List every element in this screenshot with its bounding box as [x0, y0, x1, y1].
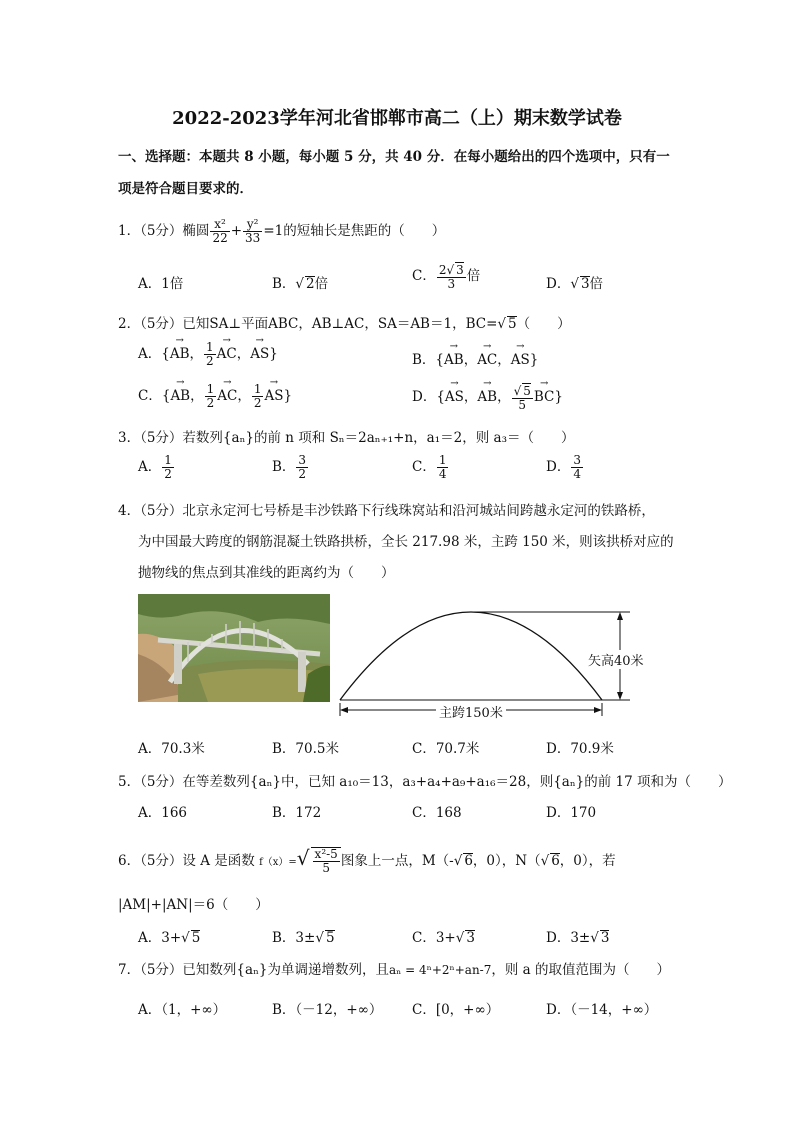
q6-option-b: B．3±√ 5: [272, 930, 335, 946]
question-7-stem: 7．（5分）已知数列{aₙ}为单调递增数列，且aₙ = 4ⁿ+2ⁿ+an-7，则 a 的取值范围为（ ）: [118, 962, 671, 978]
question-2-stem: 2．（5分）已知SA⊥平面ABC，AB⊥AC，SA＝AB＝1，BC=√ 5（ ）: [118, 316, 571, 332]
q3-option-a: A． $\frac{1}{2}$: [138, 453, 172, 481]
height-arrow-bottom: [617, 692, 623, 700]
q7-option-d: D．（－14，+∞）: [546, 1002, 658, 1018]
q1-option-d: D．√ 3倍: [546, 276, 604, 292]
question-3-stem: 3．（5分）若数列{aₙ}的前 n 项和 Sₙ＝2aₙ₊₁+n，a₁＝2，则 a₃＝（ ）: [118, 430, 575, 446]
q2-option-d: D．{→ AS，→ AB， $\frac{√ 5}{5}$ → BC}: [412, 383, 563, 412]
q5-option-a: A．166: [138, 805, 188, 821]
question-5-stem: 5．（5分）在等差数列{aₙ}中，已知 a₁₀＝13，a₃+a₄+a₉+a₁₆＝28，则{aₙ}的前 17 项和为（ ）: [118, 774, 732, 790]
q5-option-b: B．172: [272, 805, 322, 821]
question-6-stem: 6．（5分）设 A 是函数 f（x）=√ $\frac{\text{x²-5}}{5}$ 图象上一点，M（-√ 6，0），N（√ 6，0），若: [118, 846, 616, 875]
q4-option-a: A．70.3米: [138, 741, 205, 757]
q3-option-c: C． $\frac{1}{4}$: [412, 453, 447, 481]
q6-option-d: D．3±√ 3: [546, 930, 610, 946]
q2-option-a: A．{→ AB， $\frac{1}{2}$ → AC，→ AS}: [138, 341, 278, 368]
page-title: 2022-2023学年河北省邯郸市高二（上）期末数学试卷: [172, 108, 622, 129]
label-main-span: 主跨150米: [436, 702, 506, 721]
q3-option-d: D． $\frac{3}{4}$: [546, 453, 581, 481]
q7-option-a: A．（1，+∞）: [138, 1002, 227, 1018]
q1-fraction-y: $\frac{\text{y²}}{33}$: [245, 217, 261, 245]
q5-option-d: D．170: [546, 805, 597, 821]
q1-fraction-x: $\frac{\text{x²}}{22}$: [212, 217, 228, 245]
q1-option-b: B．√ 2倍: [272, 276, 329, 292]
parabola-curve: [340, 612, 602, 700]
span-arrow-left: [340, 707, 348, 713]
label-arch-height: 矢高40米: [588, 650, 644, 669]
q2-option-c: C．{→ AB， $\frac{1}{2}$ → AC， $\frac{1}{2}$ → AS}: [138, 383, 292, 410]
bridge-photo: [138, 594, 330, 702]
question-4-line3: 抛物线的焦点到其准线的距离约为（ ）: [138, 565, 395, 581]
q6-option-a: A．3+√ 5: [138, 930, 201, 946]
section-heading-line1: 一、选择题：本题共 8 小题，每小题 5 分，共 40 分．在每小题给出的四个选项中，只有一: [118, 149, 670, 165]
q6-option-c: C．3+√ 3: [412, 930, 475, 946]
q1-option-c: C． $\frac{2√ 3}{3}$ 倍: [412, 263, 481, 291]
question-4-line1: 4．（5分）北京永定河七号桥是丰沙铁路下行线珠窝站和沿河城站间跨越永定河的铁路桥，: [118, 503, 655, 519]
question-4-line2: 为中国最大跨度的钢筋混凝土铁路拱桥，全长 217.98 米，主跨 150 米，则该拱桥对应的: [138, 534, 674, 550]
span-arrow-right: [594, 707, 602, 713]
q5-option-c: C．168: [412, 805, 462, 821]
q2-option-b: B．{→ AB，→ AC，→ AS}: [412, 348, 538, 368]
q3-option-b: B． $\frac{3}{2}$: [272, 453, 307, 481]
q7-option-c: C．[0，+∞）: [412, 1002, 500, 1018]
q7-option-b: B．（－12，+∞）: [272, 1002, 383, 1018]
q4-option-b: B．70.5米: [272, 741, 339, 757]
q4-option-d: D．70.9米: [546, 741, 614, 757]
question-6-line2: |AM|+|AN|＝6（ ）: [118, 897, 269, 913]
q4-option-c: C．70.7米: [412, 741, 480, 757]
question-1-stem: 1．（5分）椭圆 $\frac{\text{x²}}{22}$ + $\frac{\text{y²}}{33}$ =1的短轴长是焦距的（ ）: [118, 217, 446, 245]
q1-option-a: A．1倍: [138, 276, 184, 292]
height-arrow-top: [617, 612, 623, 620]
section-heading-line2: 项是符合题目要求的．: [118, 181, 253, 197]
